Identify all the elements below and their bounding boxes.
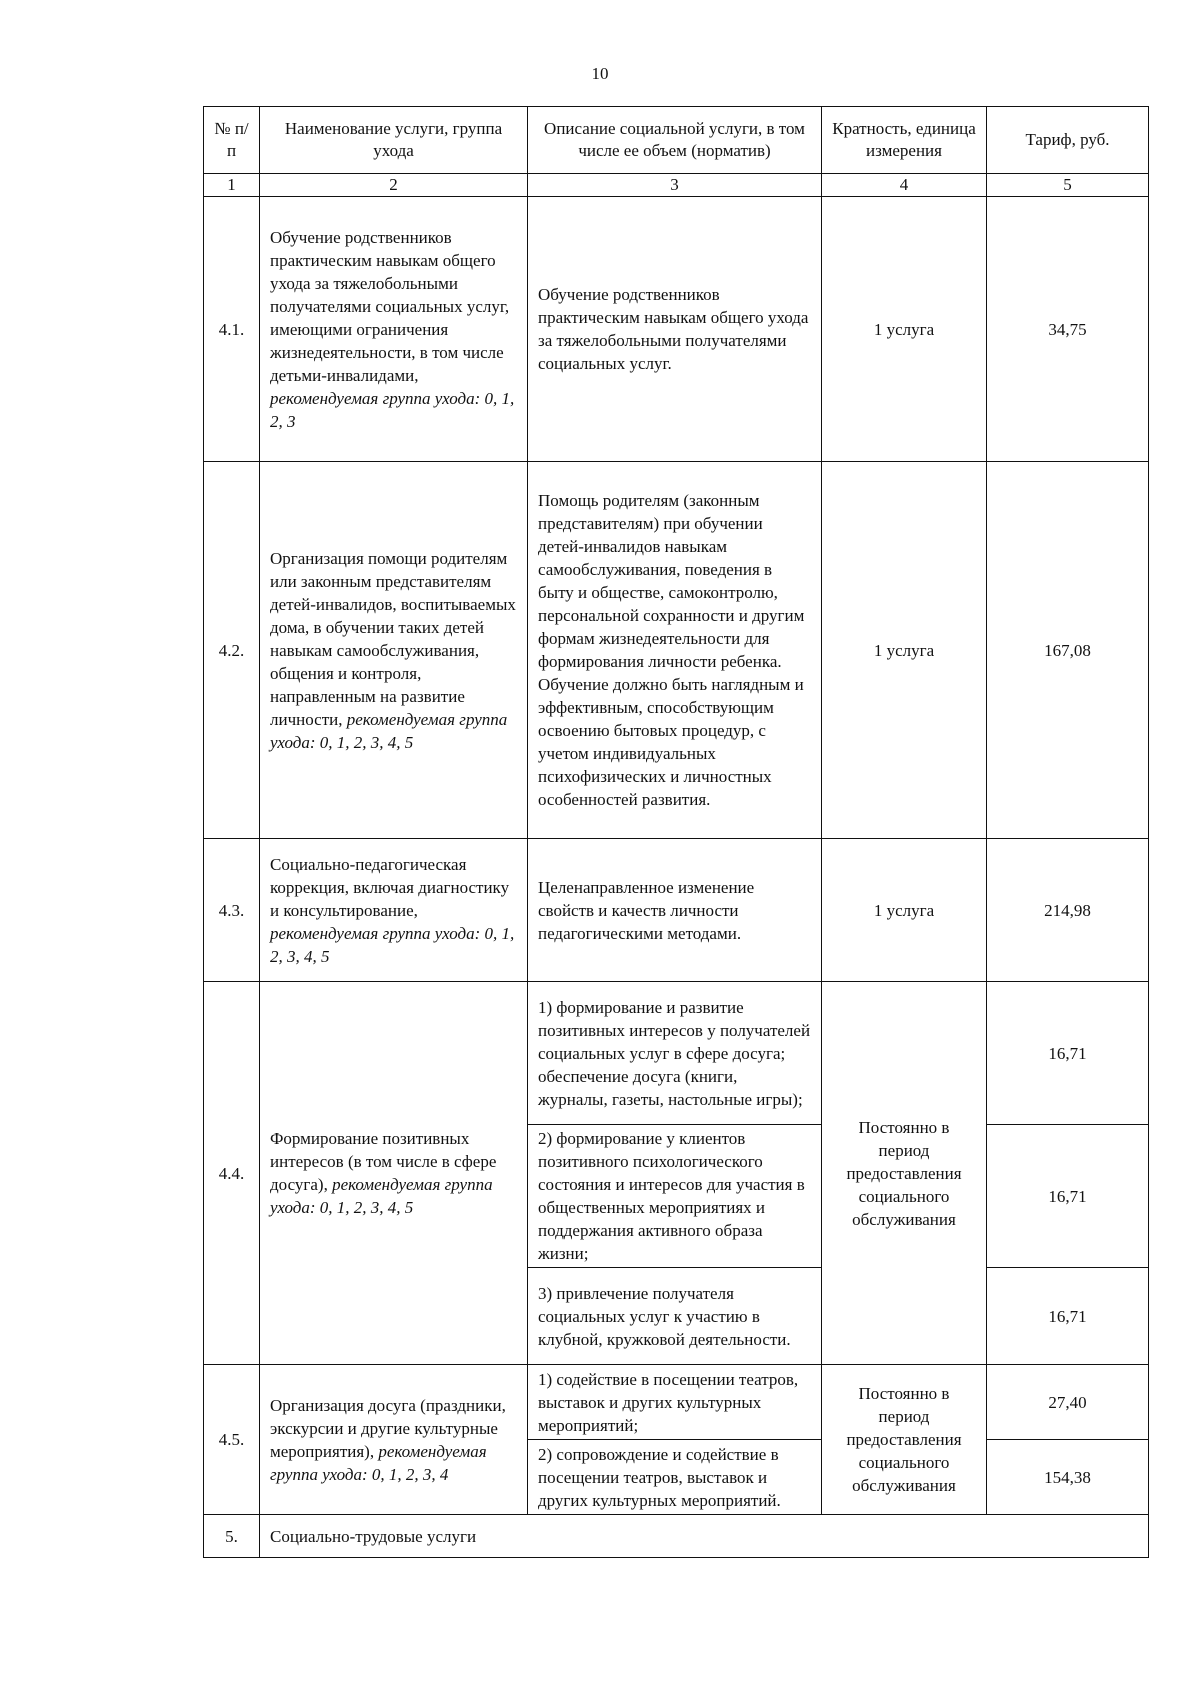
table-row [204, 982, 1149, 1125]
service-tarif: 16,71 [987, 1268, 1149, 1365]
services-table [203, 106, 1149, 1558]
column-index: 3 [528, 174, 822, 197]
service-description: 2) формирование у клиентов позитивного психологического состояния и интересов для участия в общественных мероприятиях и поддержания активного образа жизни; [528, 1125, 822, 1268]
service-unit: Постоянно в период предоставления социального обслуживания [822, 1365, 987, 1515]
row-number: 4.1. [204, 197, 260, 462]
table-row [204, 197, 1149, 462]
column-index: 4 [822, 174, 987, 197]
service-name-cell [260, 462, 528, 839]
header-desc: Описание социальной услуги, в том числе ее объем (норматив) [528, 107, 822, 174]
service-unit: 1 услуга [822, 839, 987, 982]
care-group: рекомендуемая группа ухода: 0, 1, 2, 3 [270, 388, 515, 431]
service-description: 2) сопровождение и содействие в посещении театров, выставок и других культурных мероприятий. [528, 1440, 822, 1515]
column-index: 2 [260, 174, 528, 197]
care-group: рекомендуемая группа ухода: 0, 1, 2, 3, 4, 5 [270, 923, 515, 966]
service-unit: 1 услуга [822, 462, 987, 839]
service-description: Помощь родителям (законным представителям) при обучении детей-инвалидов навыкам самообслуживания, поведения в быту и обществе, самоконтролю, персональной сохранности и другим формам жизнедеятельности для формирования личности ребенка. Обучение должно быть наглядным и эффективным, способствующим освоению бытовых процедур, с учетом индивидуальных психофизических и личностных особенностей развития. [528, 462, 822, 839]
table-row [204, 839, 1149, 982]
service-name-cell [260, 839, 528, 982]
service-description: 1) формирование и развитие позитивных интересов у получателей социальных услуг в сфере досуга; обеспечение досуга (книги, журналы, газеты, настольные игры); [528, 982, 822, 1125]
service-unit: 1 услуга [822, 197, 987, 462]
row-number: 4.5. [204, 1365, 260, 1515]
service-name-cell [260, 197, 528, 462]
header-row [204, 107, 1149, 174]
service-tarif: 167,08 [987, 462, 1149, 839]
service-name: Социально-педагогическая коррекция, включая диагностику и консультирование, [270, 854, 510, 920]
service-tarif: 34,75 [987, 197, 1149, 462]
service-name: Организация досуга (праздники, экскурсии и другие культурные мероприятия), [270, 1395, 506, 1461]
service-name: Организация помощи родителям или законным представителям детей-инвалидов, воспитываемых дома, в обучении таких детей навыкам самообслуживания, общения и контроля, направленным на развитие личности, [270, 548, 516, 729]
care-group: рекомендуемая группа ухода: 0, 1, 2, 3, 4, 5 [270, 1175, 493, 1217]
section-title: Социально-трудовые услуги [260, 1515, 1149, 1558]
column-index: 1 [204, 174, 260, 197]
table-row [204, 1515, 1149, 1558]
service-description: Обучение родственников практическим навыкам общего ухода за тяжелобольными получателями социальных услуг. [528, 197, 822, 462]
table-row [204, 462, 1149, 839]
service-name-cell [260, 1365, 528, 1515]
row-number: 4.3. [204, 839, 260, 982]
header-num: № п/п [204, 107, 260, 174]
column-index: 5 [987, 174, 1149, 197]
care-group: рекомендуемая группа ухода: 0, 1, 2, 3, 4, 5 [270, 709, 508, 752]
service-description: 1) содействие в посещении театров, выставок и других культурных мероприятий; [528, 1365, 822, 1440]
service-tarif: 27,40 [987, 1365, 1149, 1440]
header-name: Наименование услуги, группа ухода [260, 107, 528, 174]
service-tarif: 16,71 [987, 982, 1149, 1125]
service-name-cell [260, 982, 528, 1365]
service-description: Целенаправленное изменение свойств и качеств личности педагогическими методами. [528, 839, 822, 982]
service-unit: Постоянно в период предоставления социального обслуживания [822, 982, 987, 1365]
row-number: 5. [204, 1515, 260, 1558]
row-number: 4.4. [204, 982, 260, 1365]
service-name: Формирование позитивных интересов (в том числе в сфере досуга), [270, 1129, 497, 1194]
service-tarif: 214,98 [987, 839, 1149, 982]
service-tarif: 16,71 [987, 1125, 1149, 1268]
service-tarif: 154,38 [987, 1440, 1149, 1515]
header-unit: Кратность, единица измерения [822, 107, 987, 174]
row-number: 4.2. [204, 462, 260, 839]
header-tarif: Тариф, руб. [987, 107, 1149, 174]
page-number: 10 [591, 64, 609, 83]
service-description: 3) привлечение получателя социальных услуг к участию в клубной, кружковой деятельности. [528, 1268, 822, 1365]
care-group: рекомендуемая группа ухода: 0, 1, 2, 3, 4 [270, 1441, 487, 1484]
table-row [204, 1365, 1149, 1440]
column-index-row [204, 174, 1149, 197]
service-name: Обучение родственников практическим навыкам общего ухода за тяжелобольными получателями социальных услуг, имеющими ограничения жизнедеятельности, в том числе детьми-инвалидами, [270, 227, 510, 385]
